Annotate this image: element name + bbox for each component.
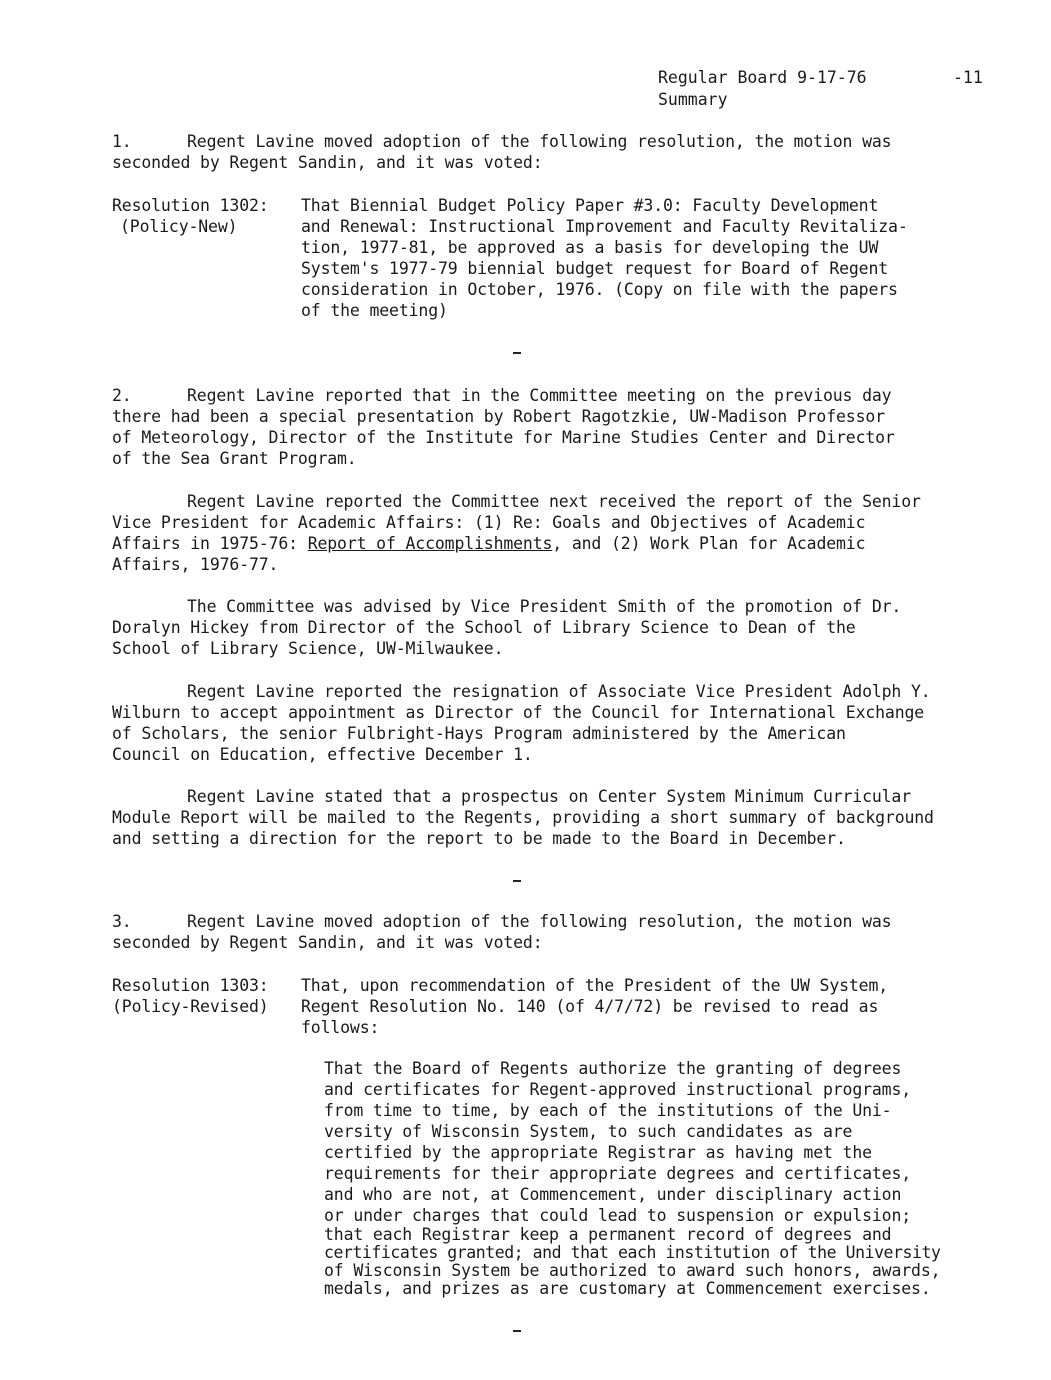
item-2-paragraph-line: and setting a direction for the report to be made to the Board in December. xyxy=(112,829,846,848)
item-2-paragraph-line: The Committee was advised by Vice President Smith of the promotion of Dr. xyxy=(187,597,902,616)
item-2-paragraph-line xyxy=(112,533,865,554)
meeting-header: Regular Board 9-17-76 xyxy=(658,68,867,87)
resolution-1302-line: and Renewal: Instructional Improvement and Faculty Revitaliza- xyxy=(301,217,908,236)
item-2-paragraph-line: Doralyn Hickey from Director of the School of Library Science to Dean of the xyxy=(112,618,856,637)
resolution-1302-label: Resolution 1302: xyxy=(112,196,269,215)
resolution-1302-line: tion, 1977-81, be approved as a basis for developing the UW xyxy=(301,238,879,257)
item-2-paragraph-line: of Meteorology, Director of the Institute for Marine Studies Center and Director xyxy=(112,428,895,447)
item-1-number: 1. xyxy=(112,132,132,151)
resolution-1302-line: consideration in October, 1976. (Copy on file with the papers xyxy=(301,280,898,299)
quoted-resolution-line: versity of Wisconsin System, to such candidates as are xyxy=(324,1122,853,1141)
resolution-1303-label: Resolution 1303: xyxy=(112,976,269,995)
item-3-number: 3. xyxy=(112,912,132,931)
item-2-paragraph-line: Affairs, 1976-77. xyxy=(112,555,279,574)
item-2-paragraph-line: Regent Lavine reported the Committee next received the report of the Senior xyxy=(187,492,921,511)
item-2-paragraph-line: Regent Lavine stated that a prospectus on Center System Minimum Curricular xyxy=(187,787,912,806)
quoted-resolution-line: That the Board of Regents authorize the granting of degrees xyxy=(324,1059,902,1078)
quoted-resolution-line: and certificates for Regent-approved instructional programs, xyxy=(324,1080,912,1099)
item-2-paragraph-line: Council on Education, effective December 1. xyxy=(112,745,533,764)
item-3-intro-line: seconded by Regent Sandin, and it was voted: xyxy=(112,933,543,952)
line-segment: , and (2) Work Plan for Academic xyxy=(552,534,866,553)
item-2-paragraph-line: Module Report will be mailed to the Regents, providing a short summary of background xyxy=(112,808,934,827)
quoted-resolution-line: or under charges that could lead to suspension or expulsion; xyxy=(324,1206,912,1225)
item-2-paragraph-line: of the Sea Grant Program. xyxy=(112,449,357,468)
quoted-resolution-line: that each Registrar keep a permanent record of degrees and xyxy=(324,1225,892,1244)
resolution-1302-line: That Biennial Budget Policy Paper #3.0: Faculty Development xyxy=(301,196,879,215)
item-2-paragraph-line: Wilburn to accept appointment as Director of the Council for International Exchange xyxy=(112,703,925,722)
item-1-intro-line: seconded by Regent Sandin, and it was voted: xyxy=(112,153,543,172)
resolution-1303-line: That, upon recommendation of the President of the UW System, xyxy=(301,976,889,995)
item-2-paragraph-line: Regent Lavine reported that in the Committee meeting on the previous day xyxy=(187,386,892,405)
resolution-1303-type: (Policy-Revised) xyxy=(112,997,269,1016)
underlined-title: Report of Accomplishments xyxy=(307,534,553,553)
quoted-resolution-line: medals, and prizes as are customary at Commencement exercises. xyxy=(324,1279,931,1298)
quoted-resolution-line: of Wisconsin System be authorized to award such honors, awards, xyxy=(324,1261,941,1280)
section-separator xyxy=(513,880,521,882)
summary-label: Summary xyxy=(658,90,728,109)
item-1-intro-line: Regent Lavine moved adoption of the following resolution, the motion was xyxy=(187,132,892,151)
line-segment: Affairs in 1975-76: xyxy=(112,534,308,553)
resolution-1303-line: Regent Resolution No. 140 (of 4/7/72) be revised to read as xyxy=(301,997,879,1016)
page-number: -11 xyxy=(953,68,983,87)
resolution-1302-line: of the meeting) xyxy=(301,301,448,320)
quoted-resolution-line: certified by the appropriate Registrar as having met the xyxy=(324,1143,872,1162)
item-2-paragraph-line: of Scholars, the senior Fulbright-Hays Program administered by the American xyxy=(112,724,846,743)
quoted-resolution-line: and who are not, at Commencement, under disciplinary action xyxy=(324,1185,902,1204)
item-2-paragraph-line: Vice President for Academic Affairs: (1) Re: Goals and Objectives of Academic xyxy=(112,513,866,532)
section-separator xyxy=(513,1330,521,1332)
quoted-resolution-line: from time to time, by each of the institutions of the Uni- xyxy=(324,1101,892,1120)
item-2-paragraph-line: there had been a special presentation by Robert Ragotzkie, UW-Madison Professor xyxy=(112,407,885,426)
quoted-resolution-line: requirements for their appropriate degrees and certificates, xyxy=(324,1164,912,1183)
item-3-intro-line: Regent Lavine moved adoption of the following resolution, the motion was xyxy=(187,912,892,931)
resolution-1303-line: follows: xyxy=(301,1018,380,1037)
resolution-1302-type: (Policy-New) xyxy=(120,217,238,236)
section-separator xyxy=(513,352,521,354)
quoted-resolution-line: certificates granted; and that each institution of the University xyxy=(324,1243,941,1262)
item-2-paragraph-line: School of Library Science, UW-Milwaukee. xyxy=(112,639,504,658)
resolution-1302-line: System's 1977-79 biennial budget request for Board of Regent xyxy=(301,259,889,278)
item-2-paragraph-line: Regent Lavine reported the resignation of Associate Vice President Adolph Y. xyxy=(187,682,931,701)
item-2-number: 2. xyxy=(112,386,132,405)
